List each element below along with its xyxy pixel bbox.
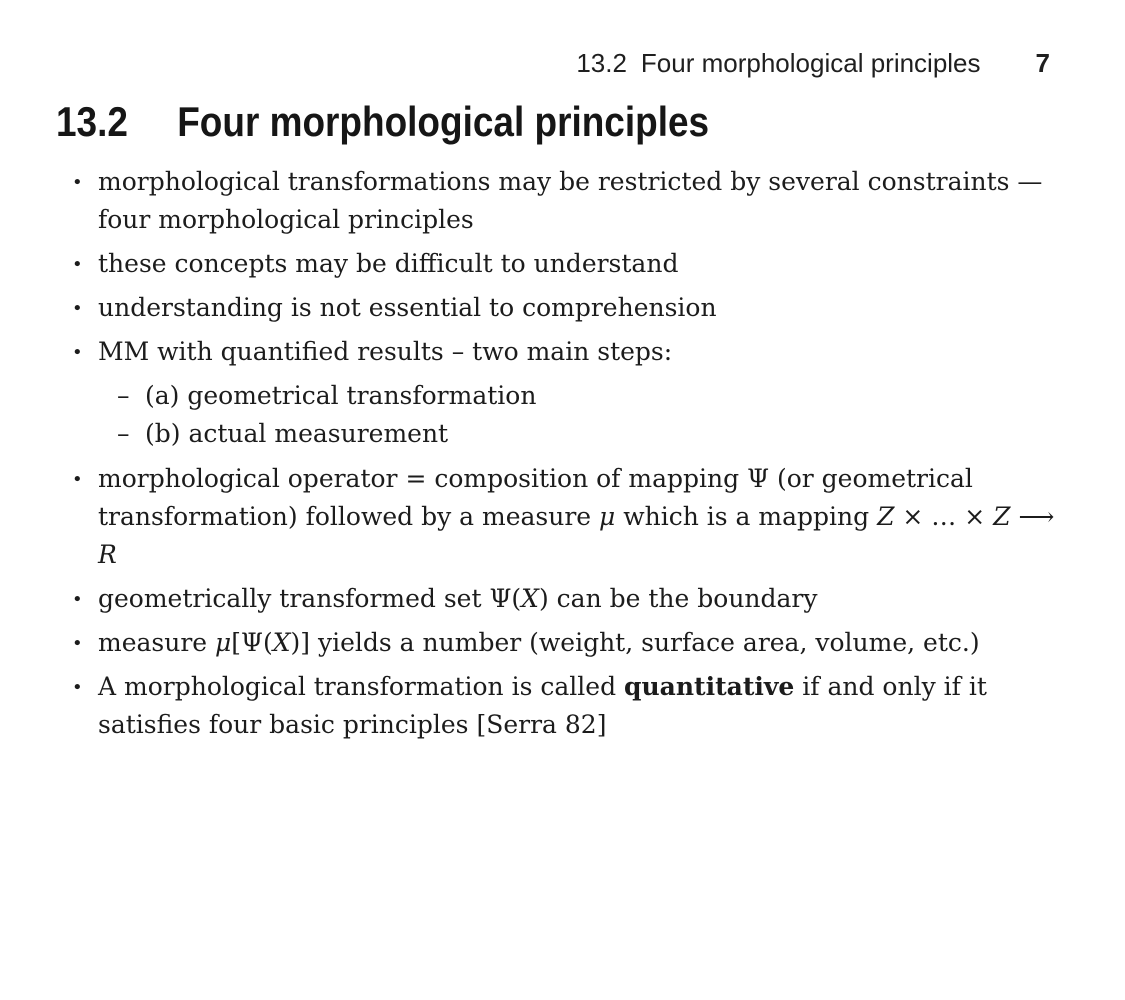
list-item	[72, 668, 1058, 744]
list-item-text	[98, 167, 1042, 234]
bullet-marker: •	[72, 254, 83, 275]
list-item	[72, 624, 1058, 662]
list-item	[72, 289, 1058, 327]
text-segment: these concepts may be difficult to understand	[98, 249, 679, 278]
running-header-section-number: 13.2	[576, 48, 627, 78]
list-item-text	[98, 293, 717, 322]
section-title: Four morphological principles	[177, 98, 710, 145]
text-segment: ⟶	[1010, 502, 1055, 531]
bullet-marker: •	[72, 342, 83, 363]
sub-list-item	[117, 377, 1058, 415]
bullet-marker: •	[72, 469, 83, 490]
bullet-marker: •	[72, 677, 83, 698]
text-segment: yields a number (weight, surface area, volume, etc.)	[310, 628, 980, 657]
bullet-marker: •	[72, 298, 83, 319]
text-segment: Ψ	[747, 464, 769, 493]
text-segment: geometrically transformed set	[98, 584, 490, 613]
text-segment: morphological transformations may be restricted by several constraints — four morphological principles	[98, 167, 1043, 234]
text-segment: Z	[993, 502, 1011, 531]
sub-list-item	[117, 415, 1058, 453]
text-segment: if and only if it satisfies four basic principles [Serra 82]	[98, 672, 987, 739]
text-segment: MM with quantified results – two main steps:	[98, 337, 673, 366]
text-segment: × … ×	[894, 502, 994, 531]
text-segment: X	[521, 584, 539, 613]
text-segment: R	[98, 540, 117, 569]
list-item-text	[98, 672, 987, 739]
running-header	[576, 50, 1050, 76]
text-segment: measure	[98, 628, 216, 657]
bullet-list	[72, 163, 1058, 744]
list-item	[72, 333, 1058, 371]
text-segment: )	[538, 584, 549, 613]
bullet-marker: •	[72, 172, 83, 193]
text-segment: can be the boundary	[548, 584, 818, 613]
text-segment: quantitative	[624, 672, 795, 701]
list-item-text	[98, 337, 672, 366]
text-segment: morphological operator = composition of mapping	[98, 464, 748, 493]
page-number: 7	[1035, 48, 1050, 78]
text-segment: Ψ(	[489, 584, 522, 613]
text-segment: [Ψ(	[231, 628, 273, 657]
text-segment: )]	[290, 628, 311, 657]
text-segment: X	[272, 628, 291, 657]
text-segment: μ	[215, 628, 232, 657]
list-item-text	[145, 419, 448, 448]
list-item-text	[98, 464, 1054, 569]
text-segment: A morphological transformation is called	[98, 672, 625, 701]
list-item-text	[98, 628, 980, 657]
list-item	[72, 163, 1058, 239]
dash-marker: –	[117, 381, 130, 410]
section-heading	[56, 98, 710, 145]
list-item-text	[98, 584, 818, 613]
text-segment: (or geometrical transformation) followed by a measure	[98, 464, 973, 531]
text-segment: μ	[599, 502, 616, 531]
section-number: 13.2	[56, 98, 128, 145]
bullet-marker: •	[72, 589, 83, 610]
text-segment: understanding is not essential to comprehension	[98, 293, 717, 322]
dash-marker: –	[117, 419, 130, 448]
page-content	[72, 163, 1058, 750]
list-item-text	[145, 381, 536, 410]
bullet-marker: •	[72, 633, 83, 654]
text-segment: Z	[877, 502, 895, 531]
list-item	[72, 245, 1058, 283]
running-header-section-title: Four morphological principles	[640, 48, 981, 78]
list-item	[72, 460, 1058, 574]
text-segment: (a) geometrical transformation	[145, 381, 537, 410]
text-segment: which is a mapping	[615, 502, 878, 531]
list-item-text	[98, 249, 678, 278]
text-segment: (b) actual measurement	[145, 419, 449, 448]
list-item	[72, 580, 1058, 618]
